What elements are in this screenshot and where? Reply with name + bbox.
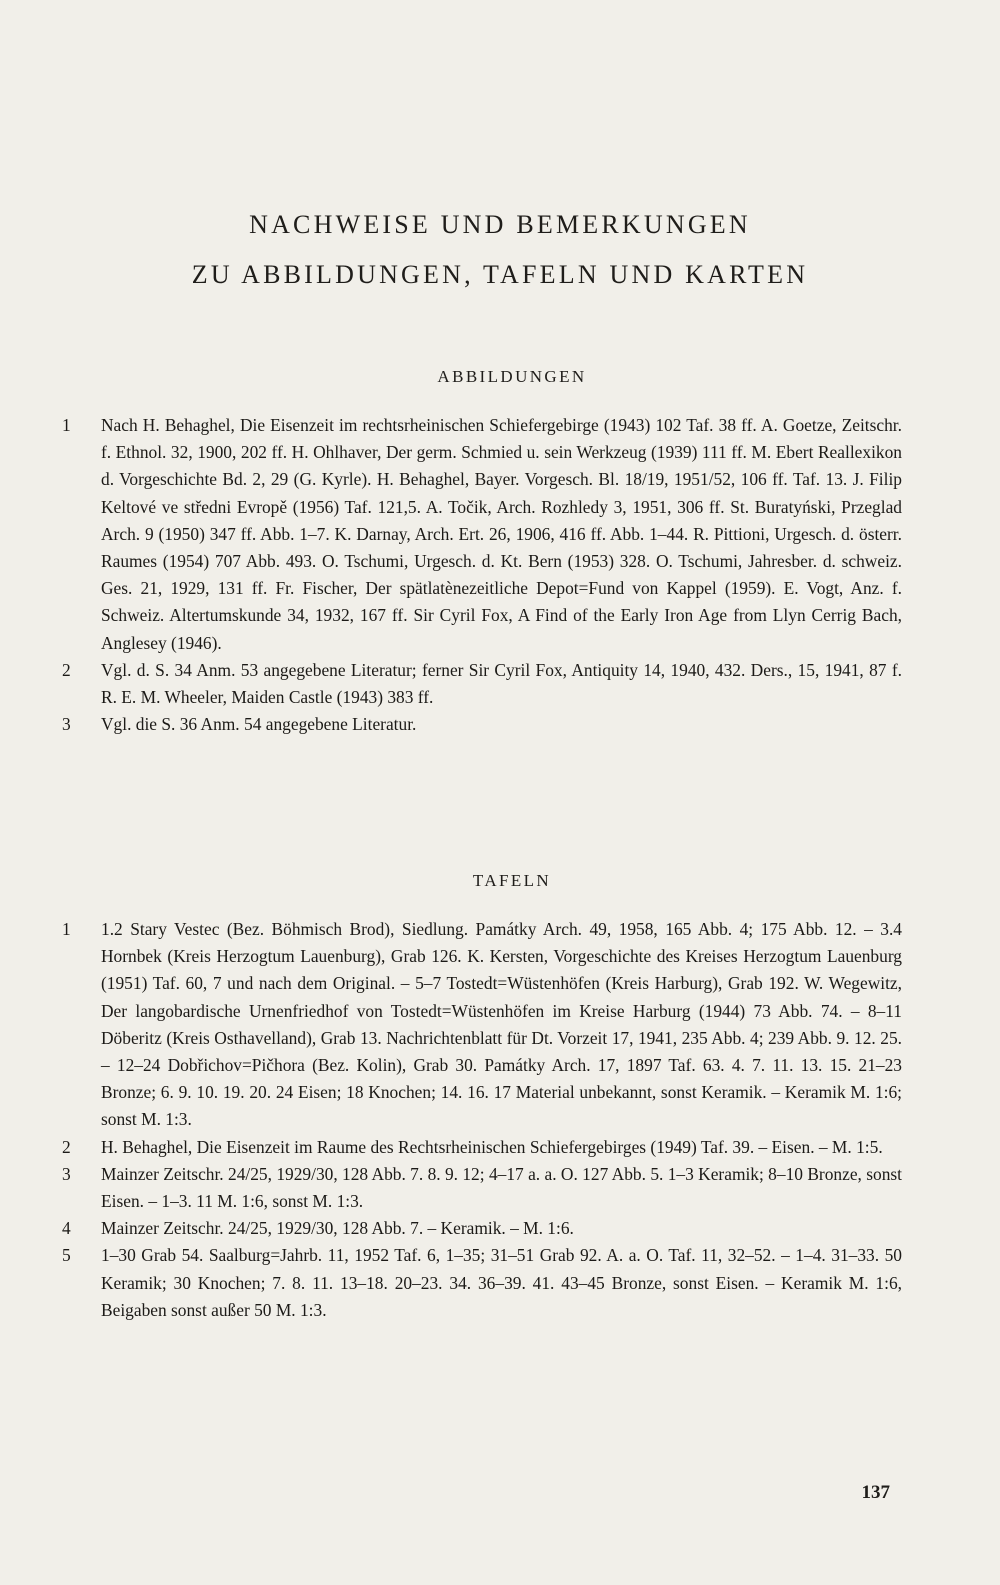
note-text: Vgl. die S. 36 Anm. 54 angegebene Literatur. <box>101 714 417 735</box>
note-text: 1–30 Grab 54. Saalburg=Jahrb. 11, 1952 Taf. 6, 1–35; 31–51 Grab 92. A. a. O. Taf. 11, 32–52. – 1–4. 31–33. 50 Keramik; 30 Knochen; 7. 8. 11. 13–18. 20–23. 34. 36–39. 41. 43–45 Bronze, sonst Eisen. – Keramik M. 1:6, Beigaben sonst außer 50 M. 1:3. <box>101 1245 902 1320</box>
note-number: 1 <box>62 415 71 435</box>
note-number: 3 <box>62 1163 71 1184</box>
note-number: 1 <box>62 919 71 939</box>
note-number: 2 <box>62 659 71 680</box>
section-title-tafeln: TAFELN <box>472 871 552 890</box>
note-number: 3 <box>62 714 71 735</box>
page-number: 137 <box>861 1482 890 1503</box>
heading-line-2: ZU ABBILDUNGEN, TAFELN UND KARTEN <box>191 260 809 289</box>
note-taf-2 <box>62 1134 902 1161</box>
section-title-abbildungen: ABBILDUNGEN <box>437 367 587 386</box>
note-taf-4 <box>62 1215 902 1242</box>
tafeln-notes <box>62 916 902 1324</box>
note-text: H. Behaghel, Die Eisenzeit im Raume des Rechtsrheinischen Schiefergebirges (1949) Taf. 39. – Eisen. – M. 1:5. <box>101 1136 883 1157</box>
note-taf-5 <box>62 1242 902 1324</box>
note-abb-2 <box>62 657 902 711</box>
note-abb-1 <box>62 412 902 657</box>
note-text: 1.2 Stary Vestec (Bez. Böhmisch Brod), Siedlung. Památky Arch. 49, 1958, 165 Abb. 4; 175 Abb. 12. – 3.4 Hornbek (Kreis Herzogtum Lauenburg), Grab 126. K. Kersten, Vorgeschichte des Kreises Herzogtum Lauenburg (1951) Taf. 60, 7 und nach dem Original. – 5–7 Tostedt=Wüstenhöfen (Kreis Harburg), Grab 192. W. Wegewitz, Der langobardische Urnenfriedhof von Tostedt=Wüstenhöfen im Kreise Harburg (1944) 73 Abb. 74. – 8–11 Döberitz (Kreis Osthavelland), Grab 13. Nachrichtenblatt für Dt. Vorzeit 17, 1941, 235 Abb. 4; 239 Abb. 9. 12. 25. – 12–24 Dobřichov=Pičhora (Bez. Kolin), Grab 30. Památky Arch. 17, 1897 Taf. 63. 4. 7. 11. 13. 15. 21–23 Bronze; 6. 9. 10. 19. 20. 24 Eisen; 18 Knochen; 14. 16. 17 Material unbekannt, sonst Keramik. – Keramik M. 1:6; sonst M. 1:3. <box>101 919 902 1130</box>
note-text: Mainzer Zeitschr. 24/25, 1929/30, 128 Abb. 7. – Keramik. – M. 1:6. <box>101 1218 574 1239</box>
note-number: 5 <box>62 1245 71 1266</box>
note-abb-3 <box>62 711 902 738</box>
heading-line-1: NACHWEISE UND BEMERKUNGEN <box>249 210 751 239</box>
note-taf-3 <box>62 1161 902 1215</box>
note-number: 4 <box>62 1218 71 1239</box>
note-text: Vgl. d. S. 34 Anm. 53 angegebene Literatur; ferner Sir Cyril Fox, Antiquity 14, 1940, 432. Ders., 15, 1941, 87 f. R. E. M. Wheeler, Maiden Castle (1943) 383 ff. <box>101 659 902 708</box>
note-taf-1 <box>62 916 902 1134</box>
note-number: 2 <box>62 1136 71 1157</box>
abbildungen-notes <box>62 412 902 738</box>
note-text: Mainzer Zeitschr. 24/25, 1929/30, 128 Abb. 7. 8. 9. 12; 4–17 a. a. O. 127 Abb. 5. 1–3 Keramik; 8–10 Bronze, sonst Eisen. – 1–3. 11 M. 1:6, sonst M. 1:3. <box>101 1163 902 1212</box>
note-text: Nach H. Behaghel, Die Eisenzeit im rechtsrheinischen Schiefergebirge (1943) 102 Taf. 38 ff. A. Goetze, Zeitschr. f. Ethnol. 32, 1900, 202 ff. H. Ohlhaver, Der germ. Schmied u. sein Werkzeug (1939) 111 ff. M. Ebert Reallexikon d. Vorgeschichte Bd. 2, 29 (G. Kyrle). H. Behaghel, Bayer. Vorgesch. Bl. 18/19, 1951/52, 106 ff. Taf. 13. J. Filip Keltové ve středni Evropě (1956) Taf. 121,5. A. Točik, Arch. Rozhledy 3, 1951, 306 ff. St. Buratyński, Przeglad Arch. 9 (1950) 347 ff. Abb. 1–7. K. Darnay, Arch. Ert. 26, 1906, 416 ff. Abb. 1–44. R. Pittioni, Urgesch. d. österr. Raumes (1954) 707 Abb. 493. O. Tschumi, Urgesch. d. Kt. Bern (1953) 328. O. Tschumi, Jahresber. d. schweiz. Ges. 21, 1929, 131 ff. Fr. Fischer, Der spätlatènezeitliche Depot=Fund von Kappel (1959). E. Vogt, Anz. f. Schweiz. Altertumskunde 34, 1932, 167 ff. Sir Cyril Fox, A Find of the Early Iron Age from Llyn Cerrig Bach, Anglesey (1946). <box>101 415 902 653</box>
